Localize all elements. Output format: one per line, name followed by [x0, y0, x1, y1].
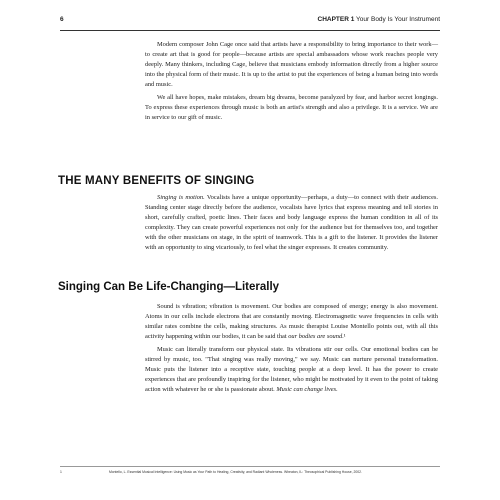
intro-paragraph-2: We all have hopes, make mistakes, dream big dreams, become paralyzed by fear, and harbor secret longings. To express these experiences through music is both an artist's strength and also a privilege. It is a service. We are in service to our gift of music. — [145, 94, 438, 121]
life-paragraph-2-emphasis: Music can change lives. — [276, 386, 338, 393]
intro-text — [145, 40, 438, 126]
section-heading-benefits: THE MANY BENEFITS OF SINGING — [58, 175, 255, 187]
life-paragraph-1-start: Sound is vibration; vibration is movement. Our bodies are composed of energy; energy is also movement. Atoms in our cells include electrons that are constantly moving. Electromagnetic wave frequencies in cells with similar rates combine the cells, making structures. As music therapist Louise Montello points out, with all this activity happening within our bodies, it can be said that — [145, 303, 438, 340]
footnote-marker: .¹ — [342, 333, 346, 340]
footnote-rule — [60, 466, 440, 467]
benefits-paragraph — [145, 193, 438, 253]
page-number: 6 — [60, 16, 64, 23]
chapter-label: CHAPTER 1 — [317, 16, 355, 23]
chapter-title: Your Body Is Your Instrument — [356, 16, 440, 23]
benefits-paragraph-text: Vocalists have a unique opportunity—perhaps, a duty—to connect with their audiences. Standing center stage directly before the audience, vocalists have lyrics that express meaning and tell stories in short, carefully crafted, poetic lines. Their faces and body language express the human condition in all of its complexity. They can create powerful experiences not only for the audience but for themselves too, and together with the other musicians on stage, in the spirit of teamwork. This is a gift to the listener. It provides the listener with an opportunity to sing vicariously, to feel what the singer expresses. It creates community. — [145, 194, 438, 251]
intro-paragraph-1: Modern composer John Cage once said that artists have a responsibility to bring importance to their work—to create art that is good for people—because artists are special ambassadors whose work reaches people very deeply. Many thinkers, including Cage, believe that musicians embody information directly from a higher source into the physical form of their music. It is up to the artist to put the experiences of being a human being into words and music. — [145, 41, 438, 88]
life-changing-text — [145, 302, 438, 398]
footnote — [60, 470, 440, 475]
footnote-number: 1 — [60, 470, 62, 474]
section-heading-life-changing: Singing Can Be Life-Changing—Literally — [58, 281, 280, 293]
benefits-text — [145, 193, 438, 256]
life-changing-paragraph-1 — [145, 302, 438, 342]
life-paragraph-1-emphasis: our bodies are sound — [288, 333, 343, 340]
chapter-reference — [318, 16, 441, 23]
life-paragraph-2-text: Music can literally transform our physical state. Its vibrations stir our cells. Our emotional bodies can be stirred by music, too. "That singing was really moving," we say. Music can nurture personal transformation. Music puts the listener into a receptive state, touching people at a deep level. It has the power to create experiences that are profoundly inspiring for the listener, who might be motivated by it even to the point of taking action with whatever he or she is passionate about. — [145, 346, 438, 393]
benefits-lead-emphasis: Singing is motion. — [157, 194, 205, 201]
header-rule — [60, 30, 440, 31]
running-head — [60, 16, 440, 28]
footnote-text: Montello, L. Essential Musical Intelligence: Using Music as Your Path to Healing, Creativity, and Radiant Wholeness. Wheaton, IL: Theosophical Publishing House, 2002. — [108, 470, 362, 474]
life-changing-paragraph-2 — [145, 345, 438, 395]
